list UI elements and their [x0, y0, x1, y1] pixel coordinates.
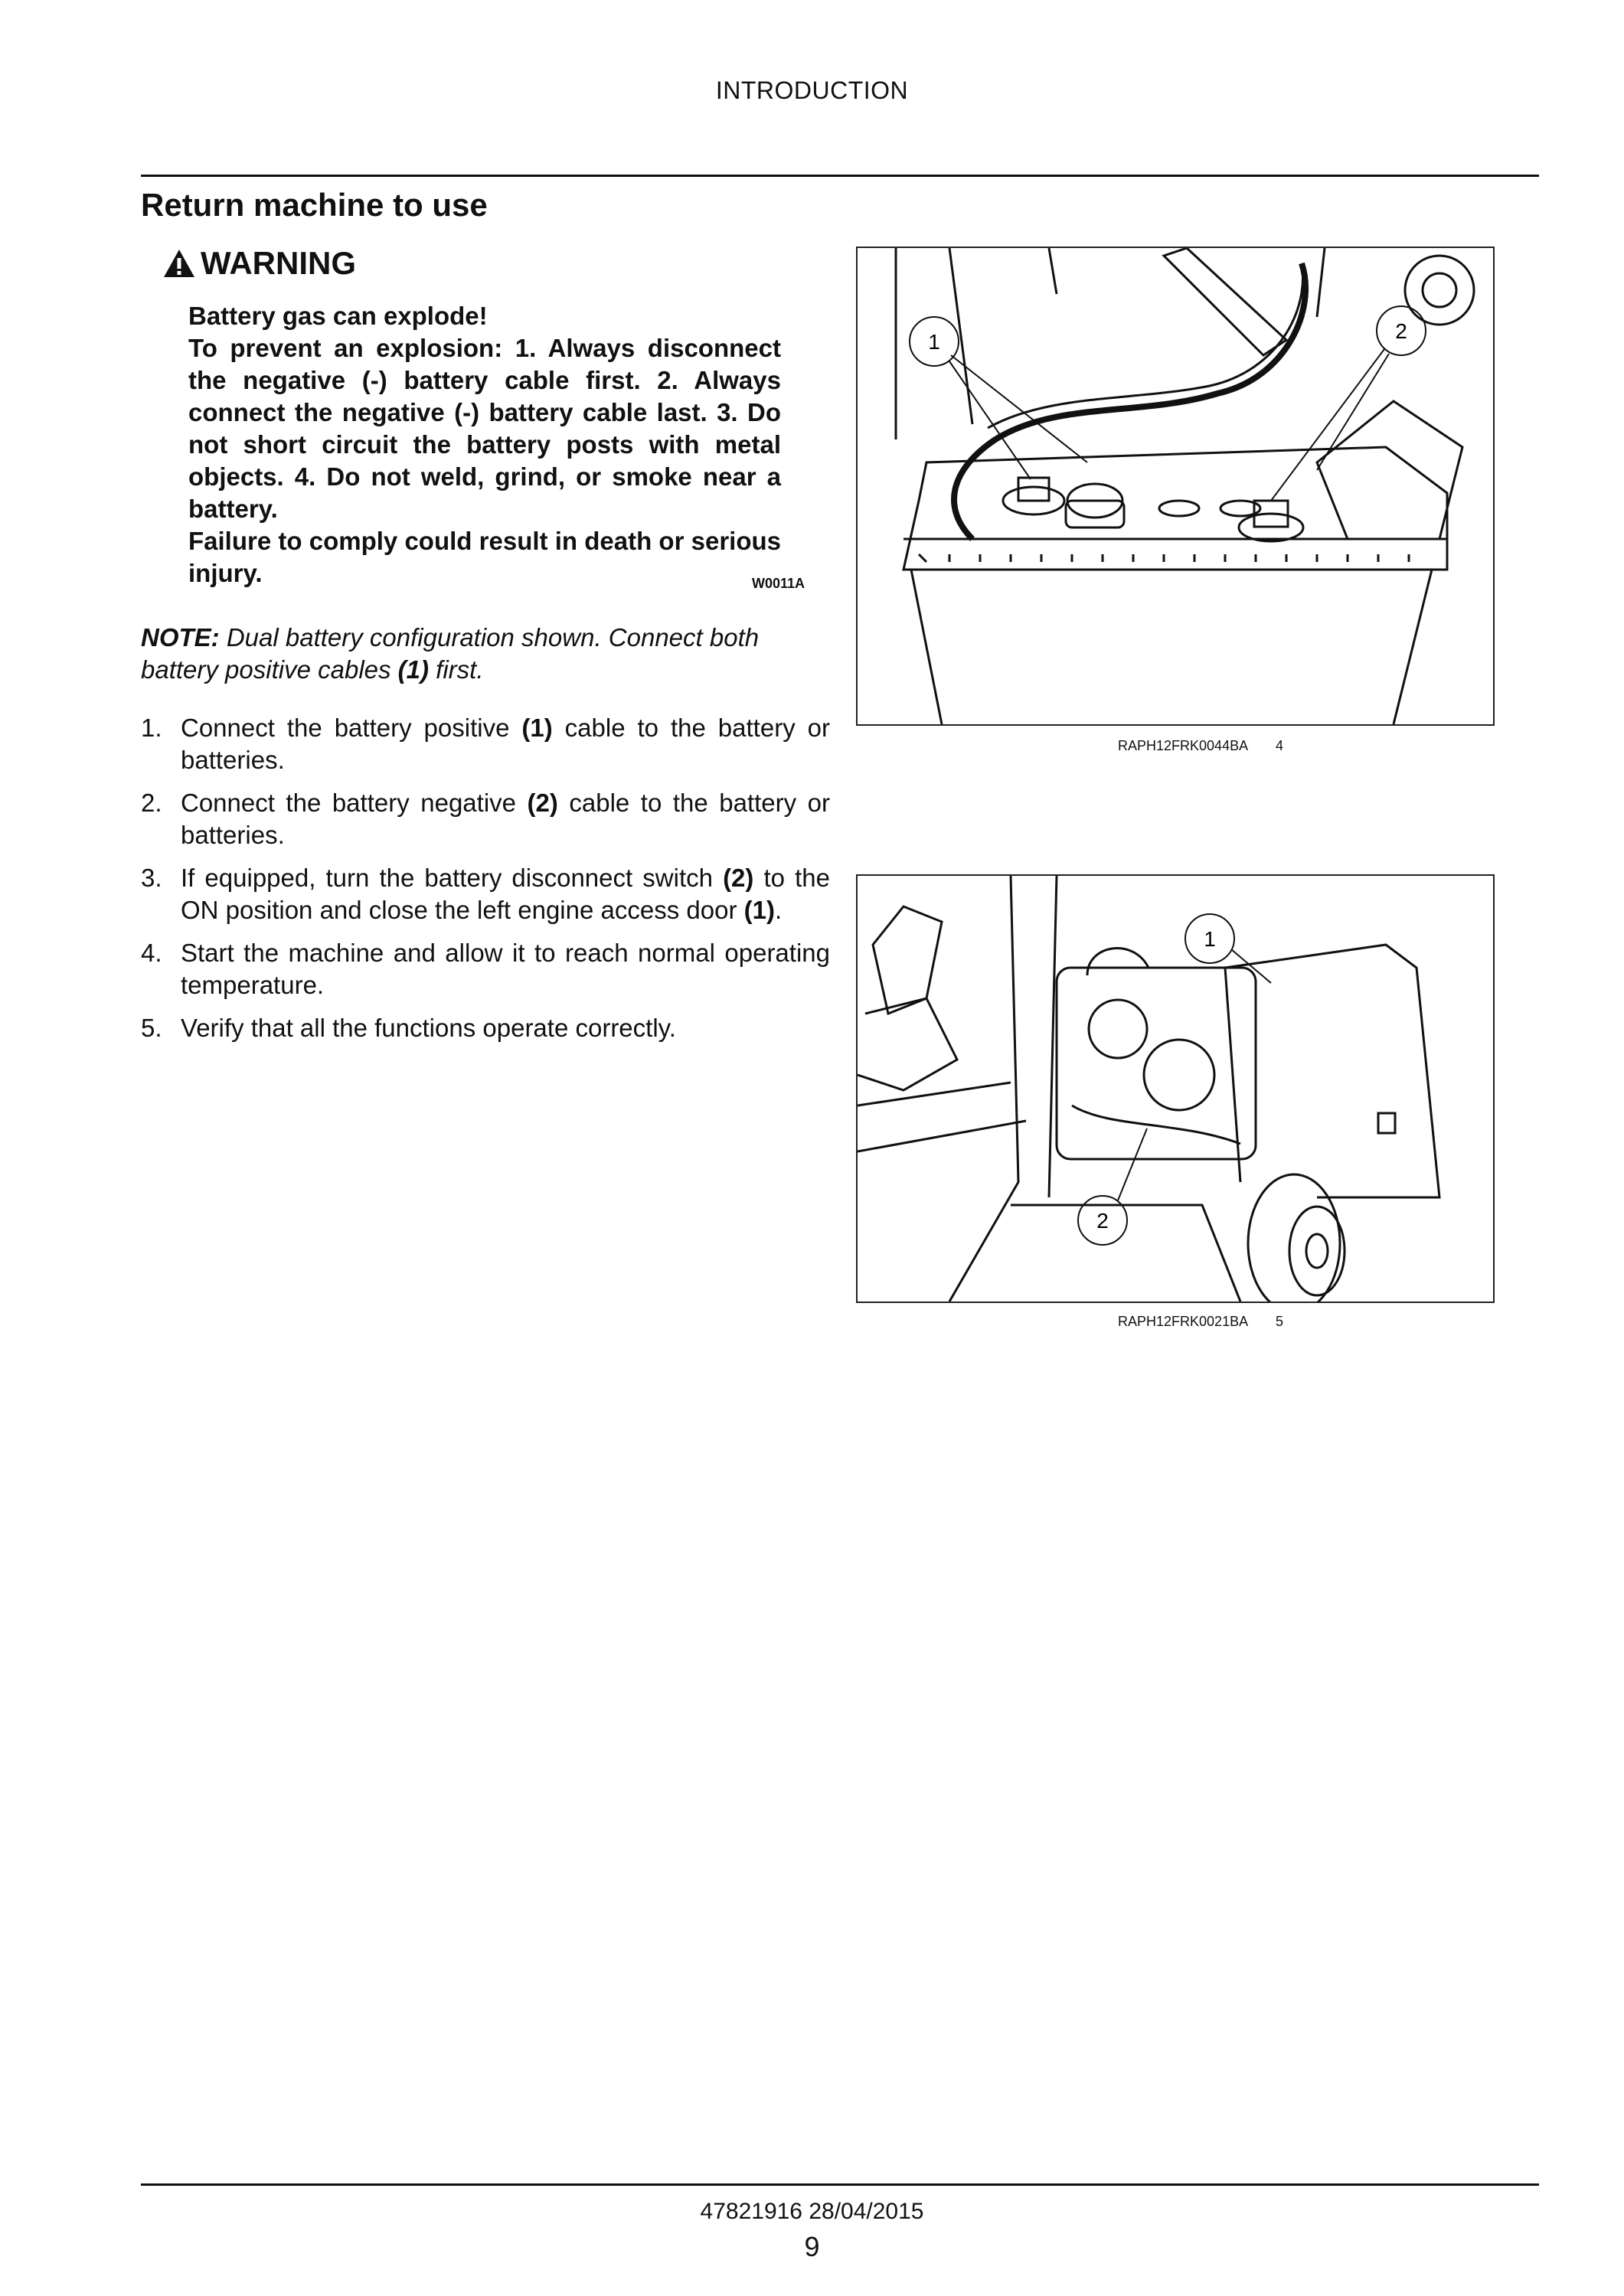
step-text: Connect the battery negative — [181, 789, 528, 817]
step-ref: (1) — [521, 714, 553, 742]
note-ref: (1) — [397, 655, 430, 684]
footer-rule — [141, 2183, 1539, 2186]
step-number: 3. — [141, 864, 162, 892]
page-header: INTRODUCTION — [715, 77, 909, 104]
step-ref: (2) — [723, 864, 754, 892]
warning-triangle-icon — [162, 248, 196, 279]
step-ref: (1) — [743, 896, 775, 924]
step-text: Connect the battery positive — [181, 714, 522, 742]
note-text-end: first. — [429, 655, 484, 684]
header-rule — [141, 175, 1539, 177]
figure1-callout-1: 1 — [928, 330, 940, 354]
warning-code: W0011A — [752, 576, 805, 591]
list-item — [141, 1012, 830, 1044]
section-title: Return machine to use — [141, 187, 488, 223]
note — [141, 622, 830, 686]
figure1-callout-2: 2 — [1395, 319, 1407, 343]
warning-label: WARNING — [201, 245, 356, 281]
list-item — [141, 787, 830, 851]
page-number: 9 — [804, 2231, 820, 2262]
step-ref: (2) — [527, 789, 558, 817]
warning-line: Battery gas can explode! — [188, 302, 488, 330]
procedure-steps — [141, 712, 830, 1055]
figure2-code: RAPH12FRK0021BA — [1118, 1314, 1249, 1329]
step-number: 1. — [141, 714, 162, 742]
warning-line: To prevent an explosion: 1. Always disconnect the negative (-) battery cable first. 2. Always connect the negative (-) battery cable last. 3. Do not short circuit the battery posts with metal objects. 4. Do not weld, grind, or smoke near a battery. — [188, 334, 781, 523]
figure1-code: RAPH12FRK0044BA — [1118, 738, 1249, 753]
warning-text — [188, 300, 781, 590]
list-item — [141, 937, 830, 1001]
note-label: NOTE: — [141, 623, 220, 652]
step-text: If equipped, turn the battery disconnect switch — [181, 864, 724, 892]
step-text: . — [774, 896, 783, 924]
step-text: to the ON position and close the left engine access door — [181, 864, 830, 924]
step-text: Verify that all the functions operate correctly. — [181, 1014, 676, 1042]
engine-figure — [856, 874, 1495, 1303]
figure2-callout-2: 2 — [1096, 1209, 1109, 1233]
step-text: cable to the battery or batteries. — [181, 714, 830, 774]
list-item — [141, 862, 830, 926]
warning-heading — [162, 245, 356, 282]
figure1-number: 4 — [1276, 738, 1284, 753]
figure2-callout-1: 1 — [1204, 927, 1216, 951]
step-text: cable to the battery or batteries. — [181, 789, 830, 849]
step-number: 5. — [141, 1014, 162, 1042]
step-number: 4. — [141, 939, 162, 967]
warning-line: Failure to comply could result in death or serious injury. — [188, 527, 781, 587]
step-text: Start the machine and allow it to reach normal operating temperature. — [181, 939, 830, 999]
figure2-number: 5 — [1276, 1314, 1284, 1329]
document-reference: 47821916 28/04/2015 — [700, 2199, 924, 2224]
battery-figure — [856, 247, 1495, 726]
list-item — [141, 712, 830, 776]
engine-illustration — [858, 876, 1493, 1302]
battery-illustration — [858, 248, 1493, 724]
step-number: 2. — [141, 789, 162, 817]
note-text: Dual battery configuration shown. Connect both battery positive cables — [141, 623, 760, 684]
